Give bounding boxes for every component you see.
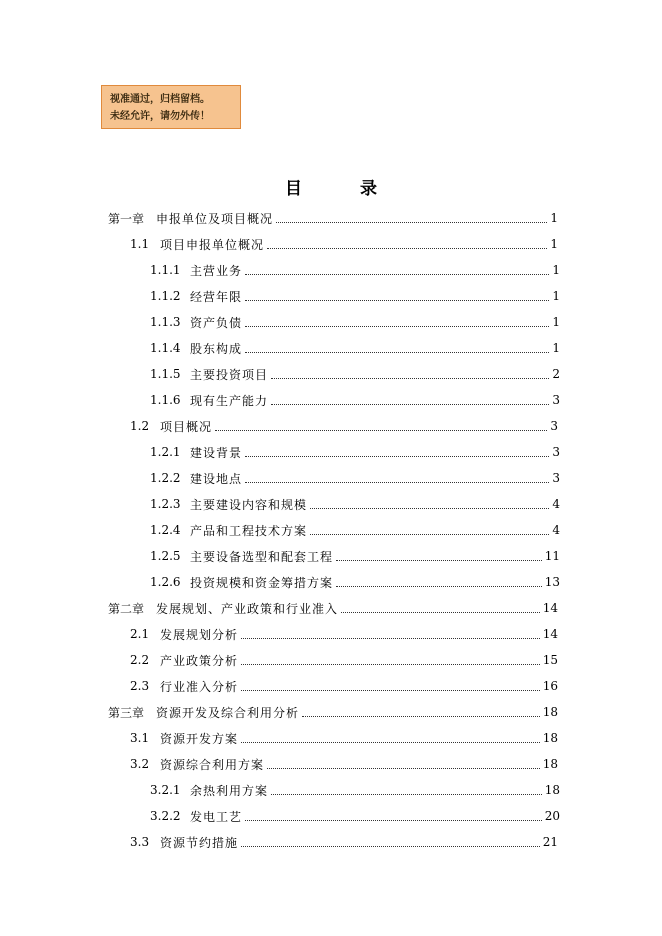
toc-leader-dots [276, 222, 547, 223]
toc-entry-number: 2.1 [130, 627, 150, 641]
toc-entry-number: 1.2.3 [150, 497, 181, 511]
toc-entry[interactable] [150, 309, 560, 335]
toc-title: 目 录 [285, 179, 403, 199]
toc-entry[interactable] [150, 491, 560, 517]
toc-leader-dots [241, 742, 540, 743]
toc-entry-title: 经营年限 [190, 289, 243, 304]
toc-entry-title: 资源节约措施 [160, 835, 239, 850]
toc-entry-title: 建设背景 [190, 445, 243, 460]
toc-entry-page: 20 [544, 809, 560, 823]
toc-entry-title: 行业准入分析 [160, 679, 239, 694]
toc-entry[interactable] [130, 673, 558, 699]
toc-leader-dots [241, 690, 540, 691]
toc-entry-number: 第二章 [108, 601, 145, 616]
toc-entry[interactable] [150, 569, 560, 595]
toc-entry[interactable] [108, 595, 558, 621]
toc-entry-number: 1.1 [130, 237, 150, 251]
toc-leader-dots [341, 612, 540, 613]
toc-entry-page: 2 [552, 367, 560, 381]
toc-entry-page: 3 [552, 393, 560, 407]
toc-entry-title: 产业政策分析 [160, 653, 239, 668]
toc-entry-number: 1.2.4 [150, 523, 181, 537]
toc-entry-title: 资源综合利用方案 [160, 757, 265, 772]
toc-entry-title: 投资规模和资金筹措方案 [190, 575, 334, 590]
toc-entry[interactable] [150, 465, 560, 491]
toc-leader-dots [267, 248, 547, 249]
toc-entry-page: 13 [544, 575, 560, 589]
toc-entry[interactable] [150, 777, 560, 803]
toc-entry[interactable] [150, 335, 560, 361]
toc-entry[interactable] [150, 543, 560, 569]
toc-entry-title: 主要设备选型和配套工程 [190, 549, 334, 564]
toc-entry[interactable] [150, 517, 560, 543]
toc-entry-title: 余热利用方案 [190, 783, 269, 798]
toc-leader-dots [215, 430, 547, 431]
toc-entry-title: 申报单位及项目概况 [156, 211, 274, 226]
toc-entry-page: 1 [552, 341, 560, 355]
toc-entry-page: 16 [542, 679, 558, 693]
toc-entry-number: 3.1 [130, 731, 150, 745]
toc-entry-page: 14 [542, 627, 558, 641]
toc-entry-title: 主要投资项目 [190, 367, 269, 382]
toc-entry-page: 1 [552, 315, 560, 329]
toc-entry-page: 1 [552, 263, 560, 277]
toc-entry-page: 1 [550, 237, 558, 251]
toc-leader-dots [310, 508, 549, 509]
toc-entry-page: 1 [550, 211, 558, 225]
toc-leader-dots [245, 456, 549, 457]
toc-entry[interactable] [150, 361, 560, 387]
toc-entry-number: 2.3 [130, 679, 150, 693]
toc-entry[interactable] [150, 439, 560, 465]
toc-entry-title: 建设地点 [190, 471, 243, 486]
toc-entry[interactable] [130, 647, 558, 673]
confidential-notice-box [101, 85, 241, 129]
toc-entry-title: 资源开发方案 [160, 731, 239, 746]
toc-leader-dots [245, 300, 549, 301]
toc-entry[interactable] [130, 725, 558, 751]
toc-entry-title: 发展规划分析 [160, 627, 239, 642]
toc-entry-number: 1.1.3 [150, 315, 181, 329]
toc-entry-page: 21 [542, 835, 558, 849]
toc-entry[interactable] [150, 387, 560, 413]
notice-line-1: 视准通过，归档留档。 [110, 94, 210, 105]
toc-entry-number: 1.1.4 [150, 341, 181, 355]
toc-entry-title: 现有生产能力 [190, 393, 269, 408]
toc-leader-dots [336, 560, 542, 561]
toc-entry-number: 1.1.1 [150, 263, 181, 277]
toc-entry[interactable] [108, 205, 558, 231]
toc-leader-dots [310, 534, 549, 535]
toc-entry-page: 15 [542, 653, 558, 667]
toc-entry-title: 项目申报单位概况 [160, 237, 265, 252]
toc-entry-number: 1.1.2 [150, 289, 181, 303]
toc-entry-page: 3 [552, 445, 560, 459]
toc-entry-page: 11 [544, 549, 560, 563]
toc-entry-number: 1.2.5 [150, 549, 181, 563]
toc-entry-number: 3.2 [130, 757, 150, 771]
toc-entry-title: 发电工艺 [190, 809, 243, 824]
toc-entry-number: 1.2 [130, 419, 150, 433]
toc-leader-dots [241, 638, 540, 639]
toc-entry-number: 第三章 [108, 705, 145, 720]
toc-leader-dots [241, 664, 540, 665]
toc-entry-page: 18 [542, 705, 558, 719]
toc-entry[interactable] [130, 231, 558, 257]
toc-entry-page: 3 [550, 419, 558, 433]
toc-entry-title: 股东构成 [190, 341, 243, 356]
toc-entry-title: 主营业务 [190, 263, 243, 278]
toc-entry-page: 14 [542, 601, 558, 615]
toc-entry[interactable] [130, 829, 558, 855]
toc-entry-page: 4 [552, 497, 560, 511]
toc-entry-number: 1.1.6 [150, 393, 181, 407]
toc-leader-dots [336, 586, 542, 587]
toc-entry-page: 18 [542, 757, 558, 771]
toc-entry[interactable] [150, 803, 560, 829]
toc-entry-number: 3.2.2 [150, 809, 181, 823]
toc-entry-number: 第一章 [108, 211, 145, 226]
toc-entry-number: 1.2.2 [150, 471, 181, 485]
toc-entry-title: 资产负债 [190, 315, 243, 330]
toc-entry-number: 3.3 [130, 835, 150, 849]
toc-entry-page: 18 [544, 783, 560, 797]
toc-entry-title: 产品和工程技术方案 [190, 523, 308, 538]
toc-entry-title: 发展规划、产业政策和行业准入 [156, 601, 339, 616]
toc-entry-page: 4 [552, 523, 560, 537]
toc-entry-page: 3 [552, 471, 560, 485]
toc-entry[interactable] [108, 699, 558, 725]
toc-leader-dots [267, 768, 540, 769]
toc-entry-number: 2.2 [130, 653, 150, 667]
toc-leader-dots [245, 352, 549, 353]
toc-entry-page: 1 [552, 289, 560, 303]
toc-leader-dots [241, 846, 540, 847]
toc-entry[interactable] [130, 751, 558, 777]
toc-leader-dots [245, 820, 542, 821]
toc-entry-title: 资源开发及综合利用分析 [156, 705, 300, 720]
toc-leader-dots [302, 716, 540, 717]
toc-entry[interactable] [150, 257, 560, 283]
toc-leader-dots [271, 794, 542, 795]
toc-entry-number: 1.1.5 [150, 367, 181, 381]
toc-entry-title: 主要建设内容和规模 [190, 497, 308, 512]
toc-leader-dots [271, 378, 549, 379]
toc-entry[interactable] [130, 621, 558, 647]
toc-leader-dots [271, 404, 549, 405]
notice-line-2: 未经允许，请勿外传！ [110, 111, 210, 122]
toc-leader-dots [245, 482, 549, 483]
toc-leader-dots [245, 326, 549, 327]
toc-leader-dots [245, 274, 549, 275]
toc-entry-number: 1.2.1 [150, 445, 181, 459]
toc-entry-title: 项目概况 [160, 419, 213, 434]
toc-entry-number: 1.2.6 [150, 575, 181, 589]
toc-entry-page: 18 [542, 731, 558, 745]
toc-entry[interactable] [150, 283, 560, 309]
toc-entry[interactable] [130, 413, 558, 439]
toc-entry-number: 3.2.1 [150, 783, 181, 797]
